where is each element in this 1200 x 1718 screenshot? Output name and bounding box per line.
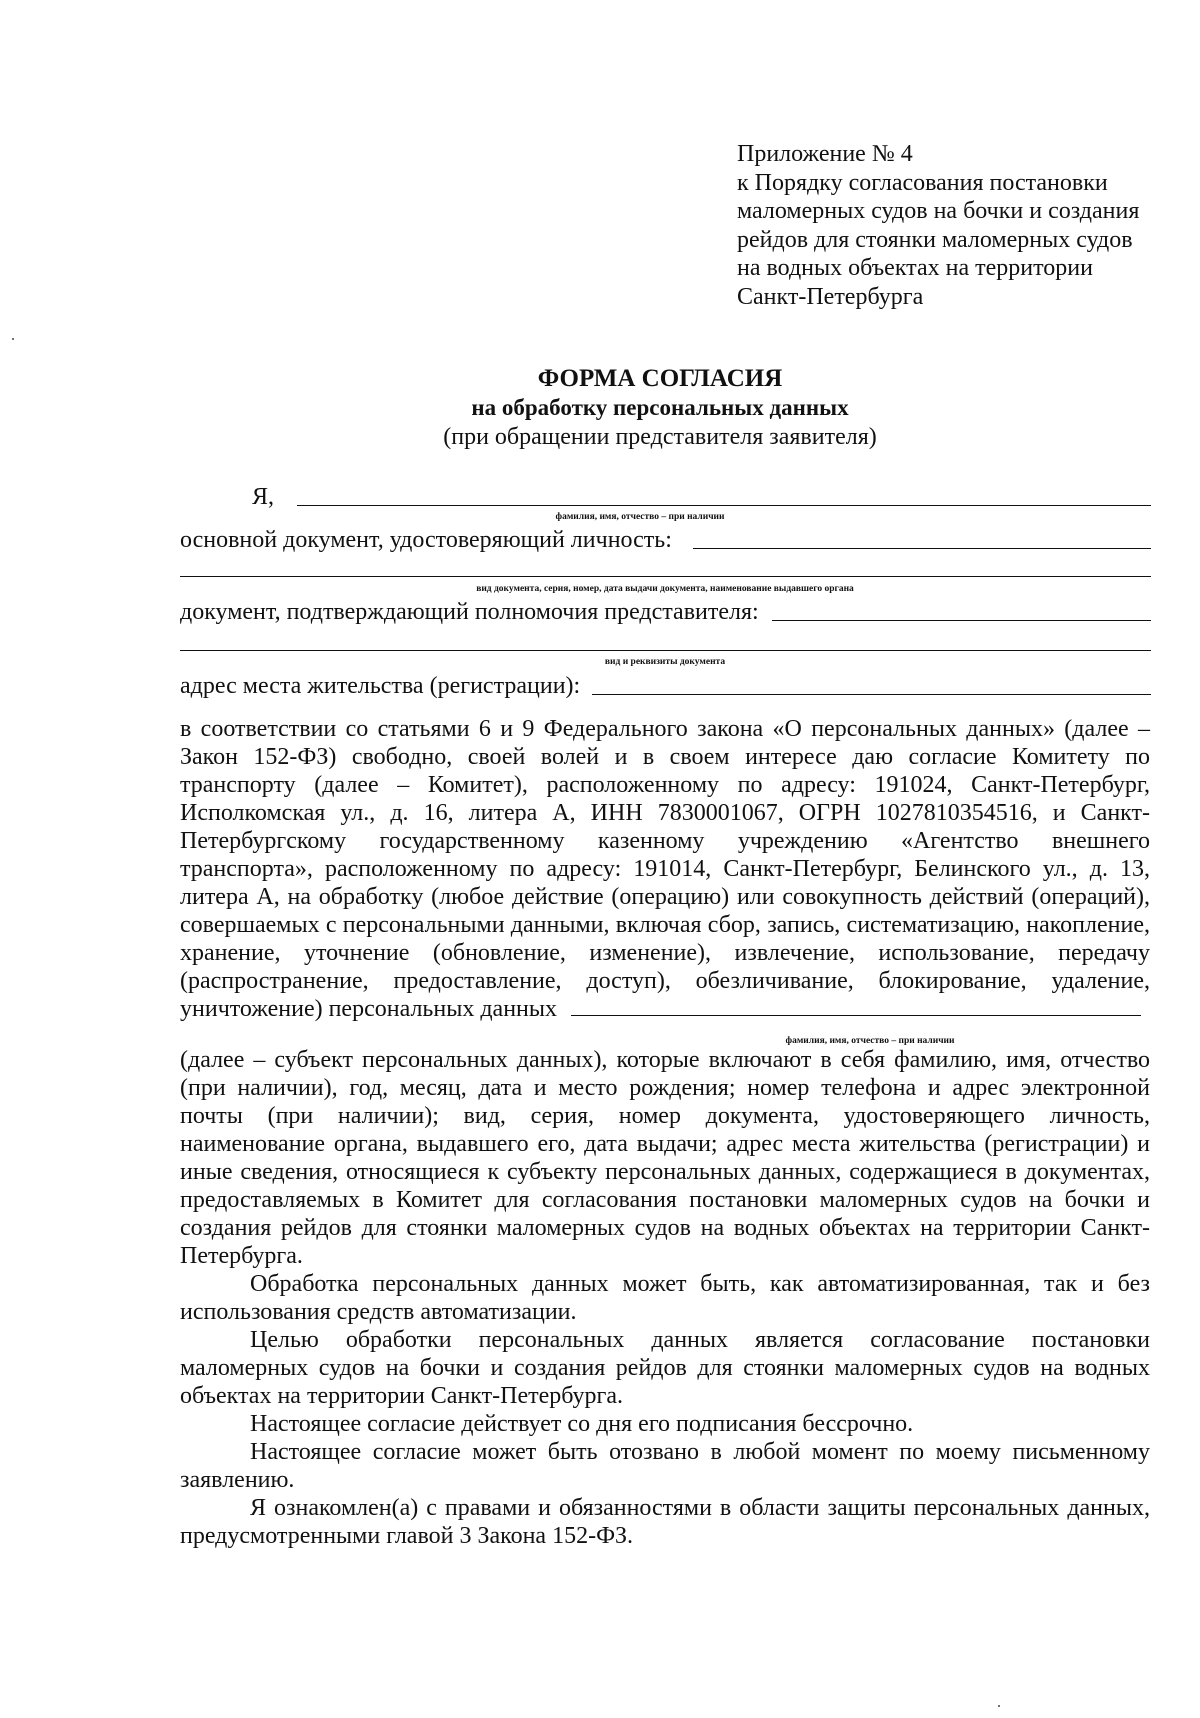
consent-paragraph-2: (далее – субъект персональных данных), которые включают в себя фамилию, имя, отчество (при наличии), год, месяц, дата и место рождения; номер телефона и адрес электронной почты (при наличии); вид, серия, номер документа, удостоверяющего личность, наименование органа, выдавшего его, дата выдачи; адрес места жительства (регистрации) и иные сведения, относящиеся к субъекту персональных данных, содержащиеся в документах, предоставляемых в Комитет для согласования постановки маломерных судов на бочки и создания рейдов для стоянки маломерных судов на водных объектах на территории Санкт-Петербурга. [180,1047,1150,1269]
form-title: ФОРМА СОГЛАСИЯ [537,365,783,392]
address-field[interactable] [592,694,1151,695]
consent-paragraph-4: Целью обработки персональных данных является согласование постановки маломерных судов на бочки и создания рейдов для стоянки маломерных судов на водных объектах на территории Санкт-Петербурга. [180,1327,1150,1409]
name-field[interactable] [297,505,1151,506]
form-subtitle: на обработку персональных данных [471,395,849,420]
subject-name-field[interactable] [571,1014,1141,1016]
consent-paragraph-1-text: в соответствии со статьями 6 и 9 Федерального закона «О персональных данных» (далее – Закон 152-ФЗ) свободно, своей волей и в своем интересе даю согласие Комитету по транспорту (далее – Комитет), расположенному по адресу: 191024, Санкт-Петербург, Исполкомская ул., д. 16, литера А, ИНН 7830001067, ОГРН 1027810354516, и Санкт-Петербургскому государственному казенному учреждению «Агентство внешнего транспорта», расположенному по адресу: 191014, Санкт-Петербург, Белинского ул., д. 13, литера А, на обработку (любое действие (операцию) или совокупность действий (операций), совершаемых с персональными данными, включая сбор, запись, систематизацию, накопление, хранение, уточнение (обновление, изменение), извлечение, использование, передачу (распространение, предоставление, доступ), обезличивание, блокирование, удаление, уничтожение) персональных данных [180,716,1150,1022]
consent-paragraph-1 [180,715,1150,1023]
id-doc-field-continuation[interactable] [180,576,1151,577]
appendix-line-1: Приложение № 4 [737,141,913,167]
name-caption: фамилия, имя, отчество – при наличии [555,512,725,522]
form-title-block [0,365,1200,451]
authority-doc-field[interactable] [772,620,1151,621]
consent-paragraph-3: Обработка персональных данных может быть, как автоматизированная, так и без использования средств автоматизации. [180,1271,1150,1325]
consent-paragraph-6: Настоящее согласие может быть отозвано в любой момент по моему письменному заявлению. [180,1439,1150,1493]
appendix-line-5: на водных объектах на территории [737,255,1093,281]
name-label: Я, [252,484,275,510]
address-label: адрес места жительства (регистрации): [180,673,581,699]
appendix-line-3: маломерных судов на бочки и создания [737,198,1140,224]
id-doc-caption: вид документа, серия, номер, дата выдачи документа, наименование выдавшего органа [476,584,854,594]
id-doc-field[interactable] [693,548,1151,549]
authority-doc-field-continuation[interactable] [180,650,1151,651]
consent-paragraph-7: Я ознакомлен(а) с правами и обязанностями в области защиты персональных данных, предусмотренными главой 3 Закона 152-ФЗ. [180,1495,1150,1549]
id-doc-label: основной документ, удостоверяющий личность: [180,527,672,553]
consent-text-part1 [180,715,1150,1023]
appendix-line-4: рейдов для стоянки маломерных судов [737,226,1133,253]
form-note: (при обращении представителя заявителя) [443,424,877,450]
appendix-line-2: к Порядку согласования постановки [737,169,1108,196]
consent-paragraph-5: Настоящее согласие действует со дня его подписания бессрочно. [250,1411,914,1437]
scan-speck [998,1705,1000,1707]
appendix-header [737,140,1157,311]
subject-name-caption: фамилия, имя, отчество – при наличии [785,1036,955,1046]
authority-doc-caption: вид и реквизиты документа [604,657,726,667]
scan-speck [12,338,14,340]
appendix-line-6: Санкт-Петербурга [737,283,924,310]
consent-text-part2 [180,1046,1150,1550]
authority-doc-label: документ, подтверждающий полномочия представителя: [180,599,759,625]
